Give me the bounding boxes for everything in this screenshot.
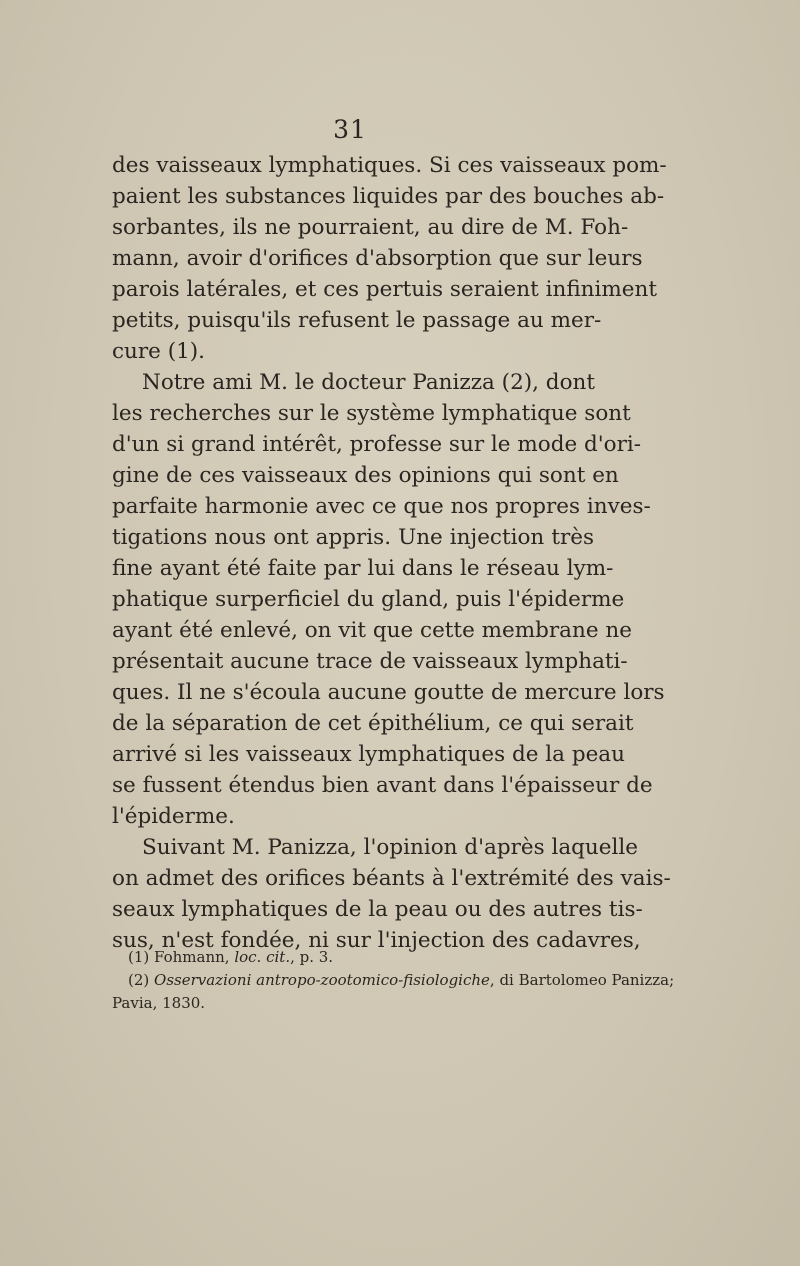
footnote-1 (112, 946, 594, 969)
text-line: petits, puisqu'ils refusent le passage au mer- (112, 308, 602, 333)
text-line: ques. Il ne s'écoula aucune goutte de mercure lors (112, 680, 665, 705)
text-line: arrivé si les vaisseaux lymphatiques de la peau (112, 742, 625, 767)
text-line: parfaite harmonie avec ce que nos propres inves- (112, 494, 651, 519)
text-line: l'épiderme. (112, 804, 235, 829)
text-line: Notre ami M. le docteur Panizza (2), dont (142, 370, 596, 395)
text-line: présentait aucune trace de vaisseaux lymphati- (112, 649, 628, 674)
text-line: les recherches sur le système lymphatique sont (112, 401, 631, 426)
body-text (112, 150, 671, 956)
text-line: de la séparation de cet épithélium, ce qui serait (112, 711, 634, 736)
text-line: paient les substances liquides par des bouches ab- (112, 184, 665, 209)
text-line: mann, avoir d'orifices d'absorption que sur leurs (112, 246, 643, 271)
text-line: fine ayant été faite par lui dans le réseau lym- (112, 556, 614, 581)
text-line: ayant été enlevé, on vit que cette membrane ne (112, 618, 632, 643)
footnote-text: (1) Fohmann, (128, 948, 235, 966)
text-line: sus, n'est fondée, ni sur l'injection des cadavres, (112, 928, 641, 953)
text-line: seaux lymphatiques de la peau ou des autres tis- (112, 897, 643, 922)
text-line: cure (1). (112, 339, 206, 364)
footnote-italic: loc. cit. (234, 948, 291, 966)
text-line: phatique surperficiel du gland, puis l'épiderme (112, 587, 625, 612)
text-line: se fussent étendus bien avant dans l'épaisseur de (112, 773, 653, 798)
text-line: sorbantes, ils ne pourraient, au dire de M. Foh- (112, 215, 629, 240)
footnote-text: , di Bartolomeo Panizza; (489, 971, 675, 989)
page-number: 31 (333, 115, 367, 144)
footnote-text: , p. 3. (290, 948, 334, 966)
footnotes (112, 946, 675, 1015)
text-line: des vaisseaux lymphatiques. Si ces vaisseaux pom- (112, 153, 667, 178)
text-line: d'un si grand intérêt, professe sur le mode d'ori- (112, 432, 642, 457)
text-line: gine de ces vaisseaux des opinions qui sont en (112, 463, 619, 488)
footnote-2-continued: Pavia, 1830. (112, 994, 206, 1012)
footnote-italic: Osservazioni antropo-zootomico-fisiologiche (154, 971, 490, 989)
footnote-text: (2) (128, 971, 155, 989)
text-line: tigations nous ont appris. Une injection très (112, 525, 594, 550)
text-line: parois latérales, et ces pertuis seraient infiniment (112, 277, 657, 302)
text-line: Suivant M. Panizza, l'opinion d'après laquelle (142, 835, 638, 860)
footnote-2 (112, 969, 675, 992)
text-line: on admet des orifices béants à l'extrémité des vais- (112, 866, 671, 891)
